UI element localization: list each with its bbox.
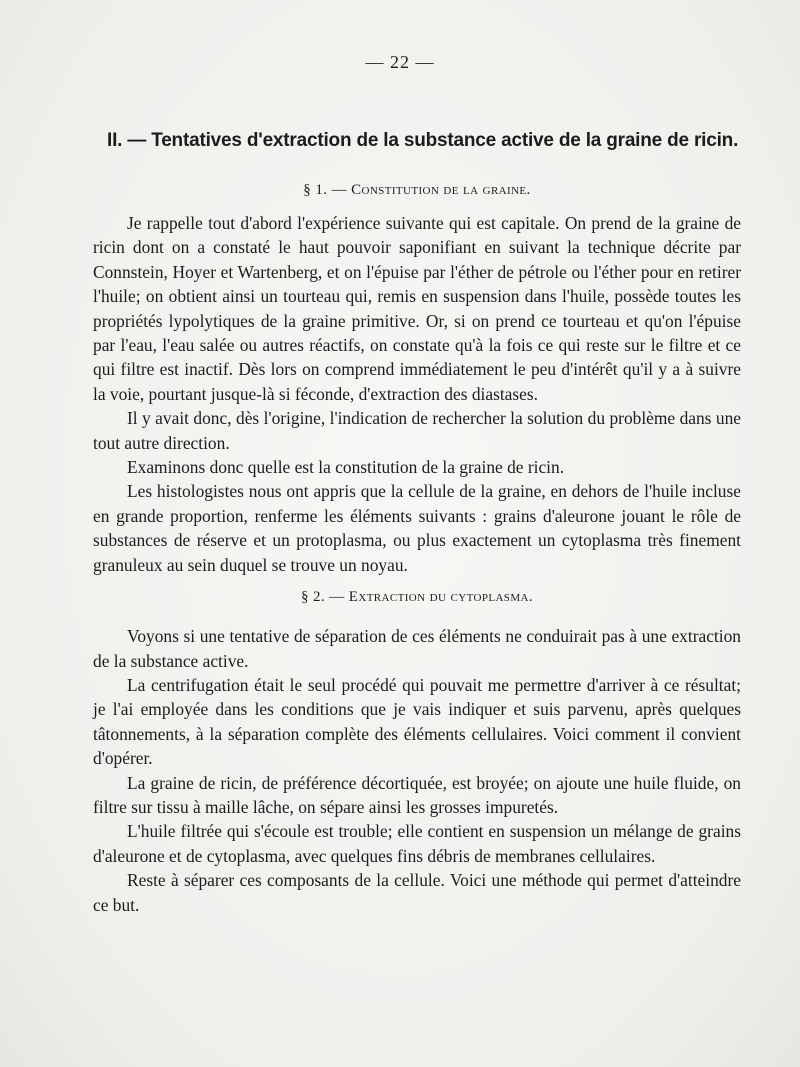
section-1-heading [93,182,741,199]
section-2-number: § 2. — [300,589,345,606]
paragraph: Je rappelle tout d'abord l'expérience suivante qui est capitale. On prend de la graine de ricin dont on a constaté le haut pouvoir saponifiant en suivant la technique décrite par Connstein, Hoyer et Wartenberg, et on l'épuise par l'éther de pétrole ou l'éther pour en retirer l'huile; on obtient ainsi un tourteau qui, remis en suspension dans l'huile, possède toutes les propriétés lypolytiques de la graine primitive. Or, si on prend ce tourteau et qu'on l'épuise par l'eau, l'eau salée ou autres réactifs, on constate qu'à la fois ce qui reste sur le filtre et ce qui filtre est inactif. Dès lors on comprend immédiatement le peu d'intérêt qu'il y a à suivre la voie, pourtant jusque-là si féconde, d'extraction des diastases. [93,213,741,404]
paragraph: La centrifugation était le seul procédé qui pouvait me permettre d'arriver à ce résultat; je l'ai employée dans les conditions que je vais indiquer et suis parvenu, après quelques tâtonnements, à la séparation complète des éléments cellulaires. Voici comment il convient d'opérer. [93,674,741,769]
section-1-number: § 1. — [303,182,347,198]
paragraph: La graine de ricin, de préférence décortiquée, est broyée; on ajoute une huile fluide, on filtre sur tissu à maille lâche, on sépare ainsi les grosses impuretés. [93,772,741,817]
chapter-heading: II. — Tentatives d'extraction de la substance active de la graine de ricin. [107,130,739,151]
paragraph: Les histologistes nous ont appris que la cellule de la graine, en dehors de l'huile incluse en grande proportion, renferme les éléments suivants : grains d'aleurone jouant le rôle de substances de réserve et un protoplasma, ou plus exactement un cytoplasma très finement granuleux au sein duquel se trouve un noyau. [93,481,741,575]
paragraph: Reste à séparer ces composants de la cellule. Voici une méthode qui permet d'atteindre ce but. [93,870,741,915]
section-1-title: Constitution de la graine. [351,182,531,198]
paragraph: Examinons donc quelle est la constitution de la graine de ricin. [127,457,565,478]
section-2-title: Extraction du cytoplasma. [348,589,534,606]
page-content [93,128,741,917]
paragraph: Voyons si une tentative de séparation de ces éléments ne conduirait pas à une extraction de la substance active. [93,626,741,671]
section-2-heading [93,589,741,606]
paragraph: L'huile filtrée qui s'écoule est trouble; elle contient en suspension un mélange de grains d'aleurone et de cytoplasma, avec quelques fins débris de membranes cellulaires. [93,821,741,866]
paragraph: Il y avait donc, dès l'origine, l'indication de rechercher la solution du problème dans une tout autre direction. [93,408,741,453]
page-number: — 22 — [365,52,435,72]
